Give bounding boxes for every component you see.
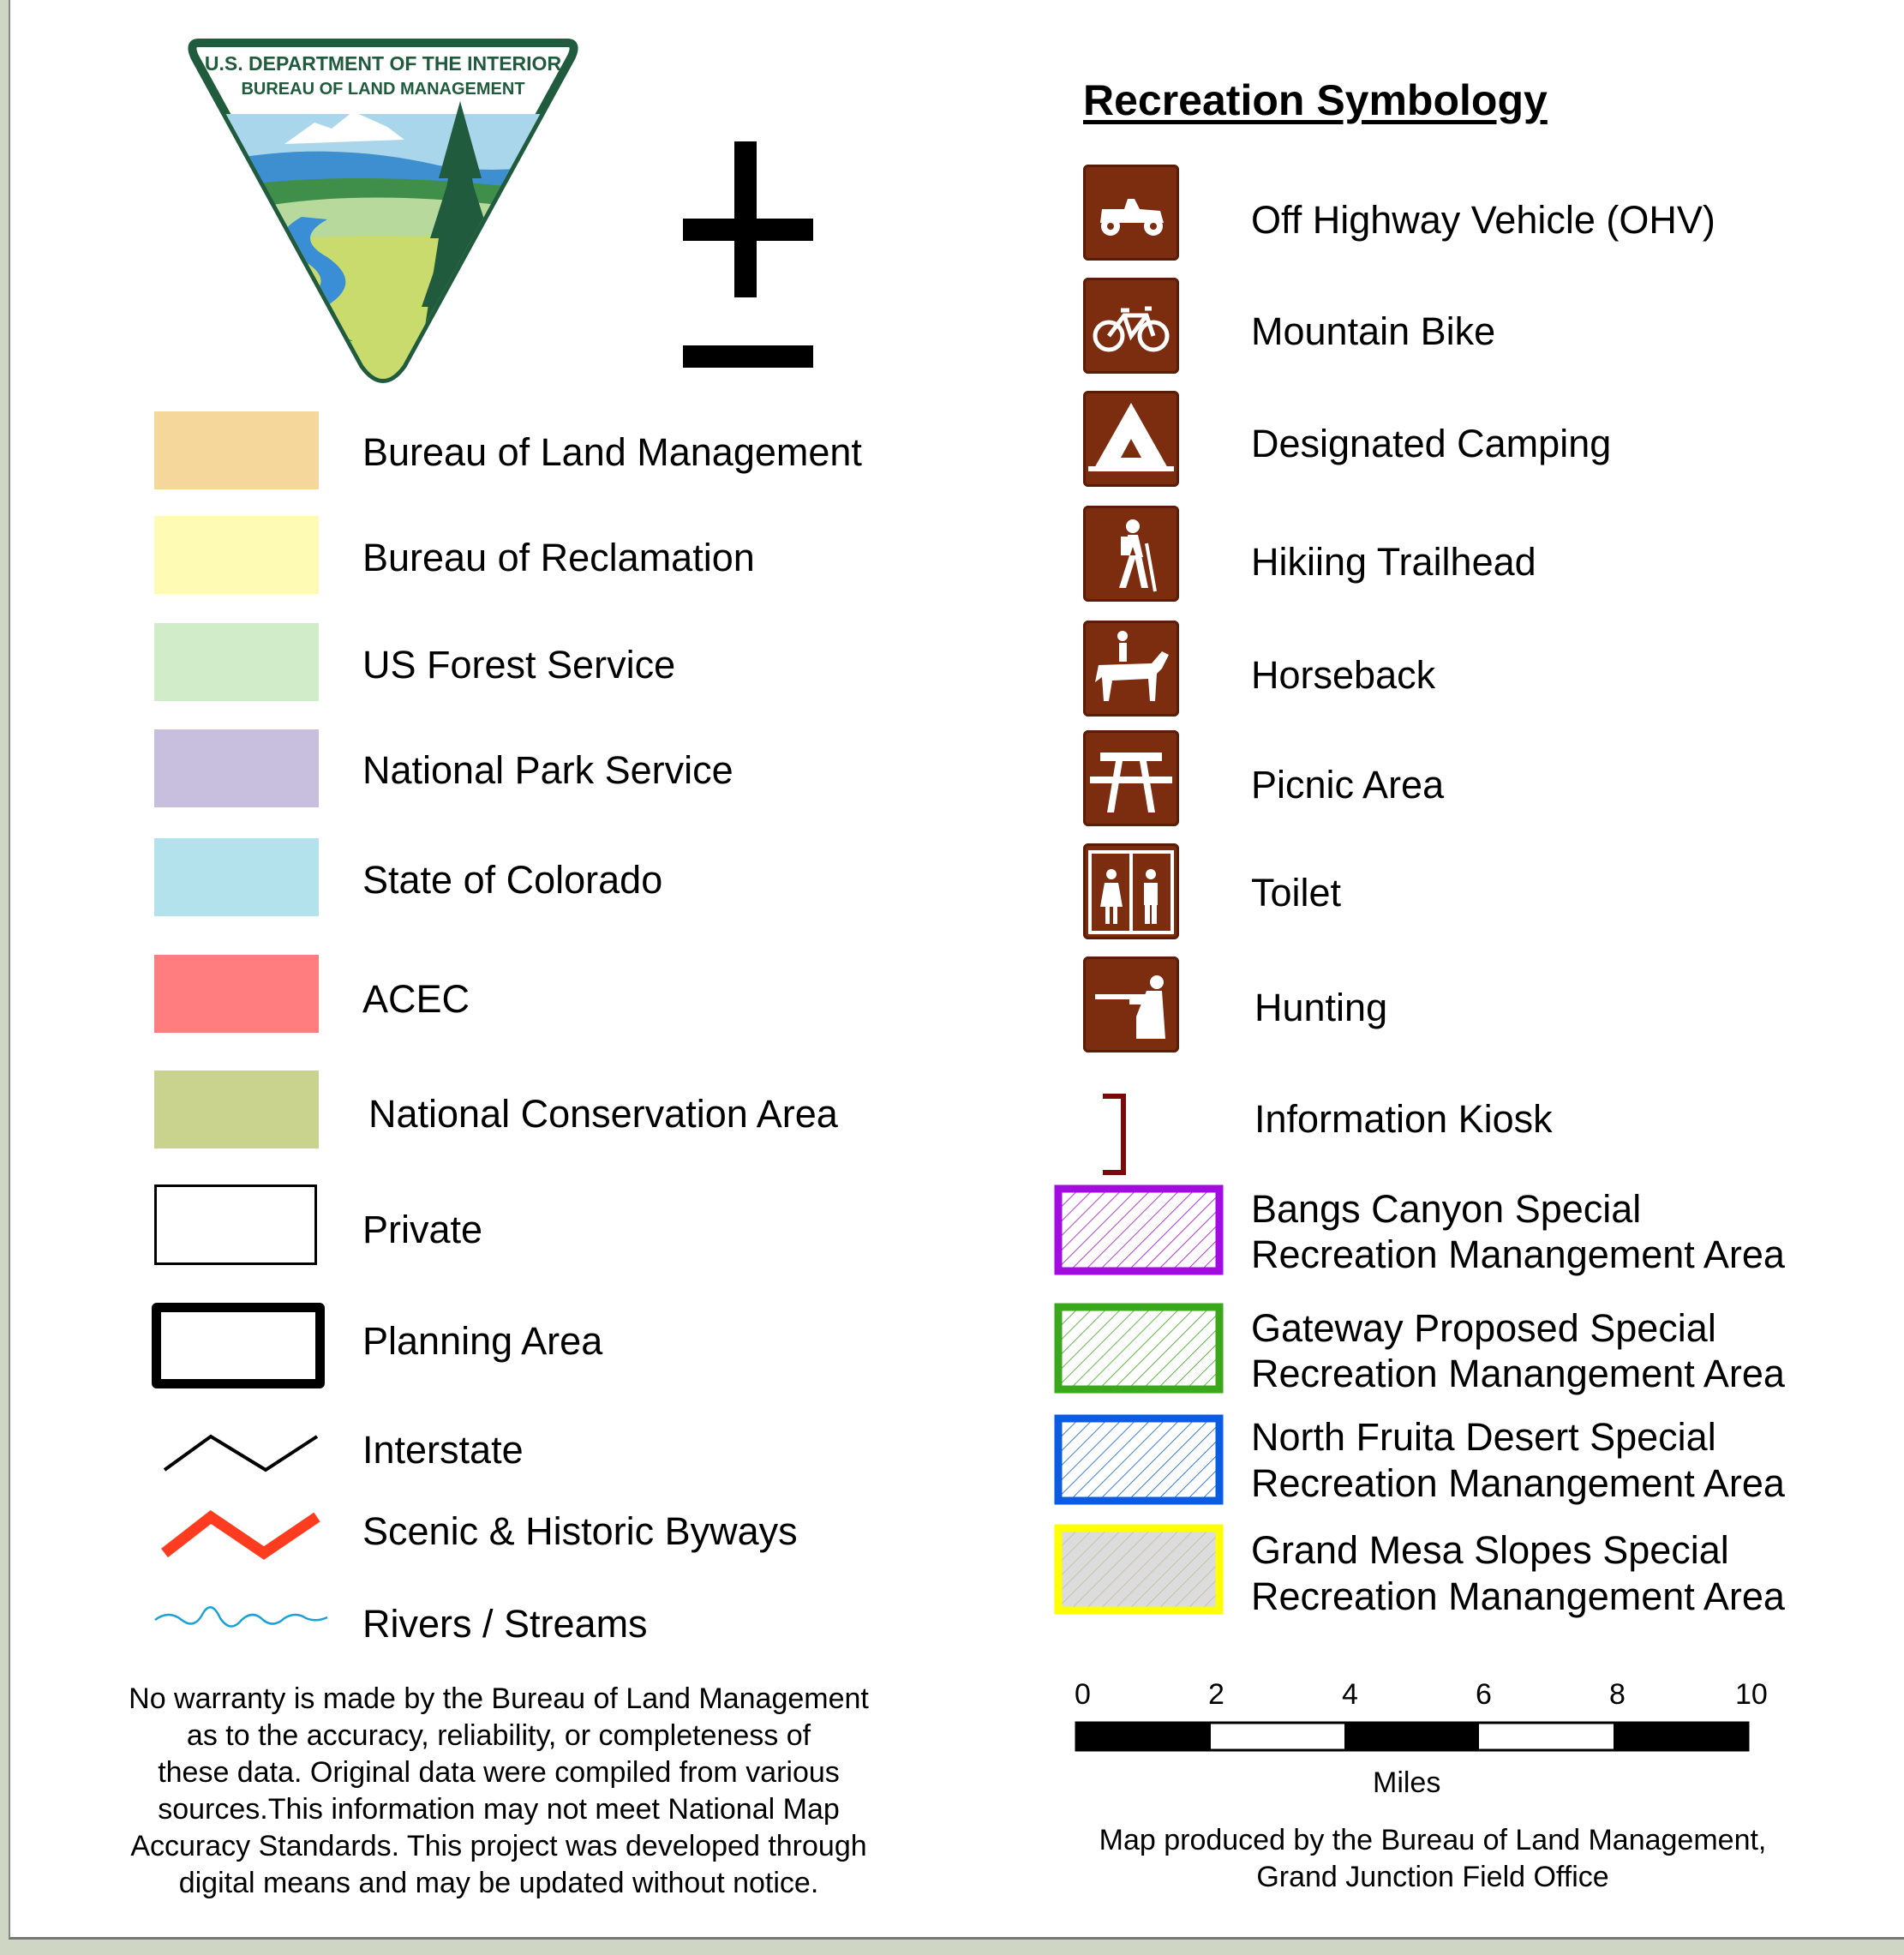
label-acec: ACEC	[362, 977, 470, 1021]
credit-line: Map produced by the Bureau of Land Management,	[1099, 1824, 1767, 1856]
swatch-planning-area	[152, 1303, 325, 1388]
map-legend	[9, 0, 1904, 1940]
label-hunting: Hunting	[1254, 986, 1388, 1029]
kiosk-icon	[1094, 1092, 1137, 1178]
scale-tick-6: 6	[1476, 1678, 1492, 1711]
interstate-line-icon	[154, 1430, 338, 1477]
scale-tick-2: 2	[1208, 1678, 1224, 1711]
tent-icon	[1083, 391, 1179, 487]
srma-bangs-line1: Bangs Canyon Special	[1251, 1187, 1642, 1231]
label-park-service: National Park Service	[362, 748, 733, 792]
swatch-acec	[154, 955, 319, 1033]
swatch-nca	[154, 1070, 319, 1148]
srma-gateway-line1: Gateway Proposed Special	[1251, 1306, 1716, 1350]
label-kiosk: Information Kiosk	[1254, 1097, 1553, 1141]
scale-bar	[1075, 1721, 1751, 1754]
hiker-icon	[1083, 506, 1179, 602]
srma-bangs-line2: Recreation Manangement Area	[1251, 1232, 1785, 1276]
scale-tick-0: 0	[1075, 1678, 1091, 1711]
label-blm: Bureau of Land Management	[362, 430, 862, 474]
label-rivers: Rivers / Streams	[362, 1602, 648, 1646]
label-picnic: Picnic Area	[1251, 763, 1445, 807]
swatch-park-service	[154, 729, 319, 807]
label-hiking: Hikiing Trailhead	[1251, 540, 1536, 584]
srma-gateway-line2: Recreation Manangement Area	[1251, 1352, 1785, 1395]
disclaimer-line: digital means and may be updated without notice.	[178, 1867, 819, 1899]
swatch-reclamation	[154, 516, 319, 594]
srma-fruita-line1: North Fruita Desert Special	[1251, 1415, 1716, 1459]
byway-line-icon	[154, 1504, 338, 1564]
restroom-icon	[1083, 843, 1179, 939]
label-toilet: Toilet	[1251, 871, 1342, 915]
logo-line1: U.S. DEPARTMENT OF THE INTERIOR	[204, 52, 562, 75]
hunter-icon	[1083, 957, 1179, 1052]
label-planning-area: Planning Area	[362, 1319, 603, 1363]
scale-tick-4: 4	[1342, 1678, 1358, 1711]
srma-mesa-line2: Recreation Manangement Area	[1251, 1574, 1785, 1618]
srma-swatch-gateway	[1054, 1303, 1225, 1395]
srma-fruita-line2: Recreation Manangement Area	[1251, 1461, 1785, 1505]
blm-logo	[182, 33, 584, 384]
label-state-colorado: State of Colorado	[362, 858, 663, 902]
srma-swatch-north-fruita	[1054, 1414, 1225, 1507]
bicycle-icon	[1083, 278, 1179, 374]
disclaimer-line: sources.This information may not meet National Map	[158, 1793, 840, 1826]
disclaimer-line: these data. Original data were compiled from various	[158, 1756, 840, 1789]
scale-tick-8: 8	[1609, 1678, 1626, 1711]
srma-swatch-grand-mesa	[1054, 1524, 1225, 1616]
label-horseback: Horseback	[1251, 653, 1436, 697]
scale-units: Miles	[1373, 1766, 1441, 1799]
srma-swatch-bangs-canyon	[1054, 1184, 1225, 1277]
swatch-private	[154, 1184, 317, 1265]
label-nca: National Conservation Area	[368, 1092, 838, 1136]
label-bike: Mountain Bike	[1251, 309, 1496, 353]
label-reclamation: Bureau of Reclamation	[362, 536, 755, 579]
swatch-forest-service	[154, 623, 319, 701]
credit-line: Grand Junction Field Office	[1256, 1861, 1609, 1893]
label-forest-service: US Forest Service	[362, 643, 676, 687]
label-byways: Scenic & Historic Byways	[362, 1509, 798, 1553]
credit	[1039, 1822, 1827, 1896]
disclaimer	[79, 1681, 919, 1902]
swatch-state-colorado	[154, 838, 319, 916]
logo-line2: BUREAU OF LAND MANAGEMENT	[241, 80, 525, 99]
north-arrow-icon	[683, 141, 820, 369]
label-private: Private	[362, 1208, 483, 1251]
recreation-title: Recreation Symbology	[1083, 76, 1548, 124]
ohv-icon	[1083, 165, 1179, 261]
horse-rider-icon	[1083, 621, 1179, 717]
disclaimer-line: as to the accuracy, reliability, or completeness of	[186, 1719, 811, 1752]
label-camping: Designated Camping	[1251, 422, 1612, 465]
swatch-blm	[154, 411, 319, 489]
scale-tick-10: 10	[1735, 1678, 1768, 1711]
disclaimer-line: Accuracy Standards. This project was developed through	[130, 1830, 867, 1862]
label-ohv: Off Highway Vehicle (OHV)	[1251, 198, 1715, 242]
srma-mesa-line1: Grand Mesa Slopes Special	[1251, 1528, 1729, 1572]
river-line-icon	[152, 1594, 332, 1637]
disclaimer-line: No warranty is made by the Bureau of Land Management	[129, 1682, 869, 1715]
picnic-table-icon	[1083, 730, 1179, 826]
label-interstate: Interstate	[362, 1428, 524, 1472]
